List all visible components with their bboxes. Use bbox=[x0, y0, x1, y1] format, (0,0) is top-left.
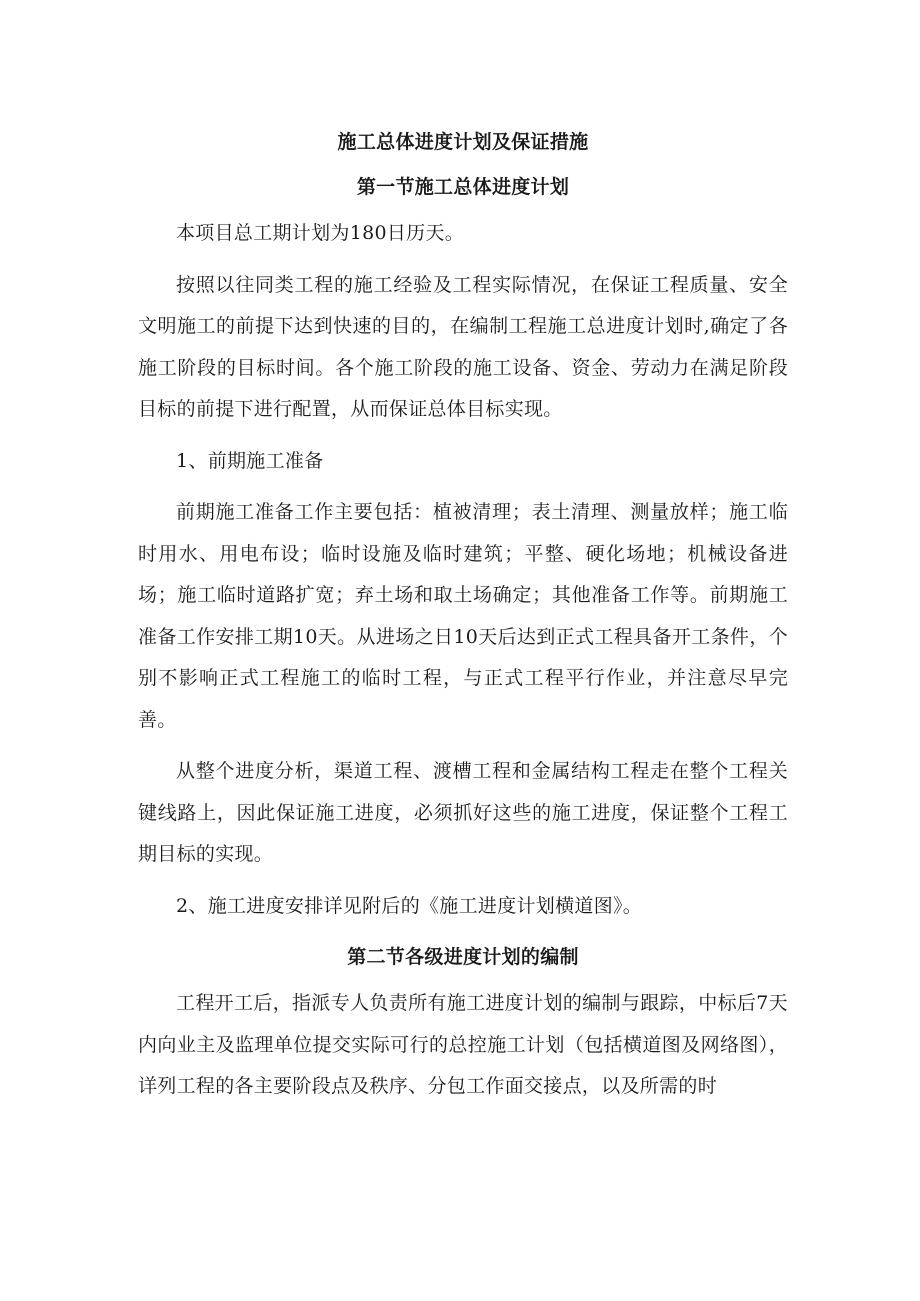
list-item-heading: 2、施工进度安排详见附后的《施工进度计划横道图》。 bbox=[176, 894, 643, 917]
list-item-heading: 1、前期施工准备 bbox=[176, 449, 324, 472]
paragraph: 前期施工准备工作主要包括：植被清理；表土清理、测量放样；施工临时用水、用电布设；临时设施及临时建筑；平整、硬化场地；机械设备进场；施工临时道路扩宽；弃土场和取土场确定；其他准备工作等。前期施工准备工作安排工期10天。从进场之日10天后达到正式工程具备开工条件，个别不影响正式工程施工的临时工程，与正式工程平行作业，并注意尽早完善。 bbox=[138, 501, 788, 731]
paragraph: 从整个进度分析，渠道工程、渡槽工程和金属结构工程走在整个工程关键线路上，因此保证施工进度，必须抓好这些的施工进度，保证整个工程工期目标的实现。 bbox=[138, 760, 788, 865]
paragraph: 按照以往同类工程的施工经验及工程实际情况，在保证工程质量、安全文明施工的前提下达到快速的目的，在编制工程施工总进度计划时,确定了各施工阶段的目标时间。各个施工阶段的施工设备、资金、劳动力在满足阶段目标的前提下进行配置，从而保证总体目标实现。 bbox=[138, 273, 788, 420]
paragraph: 工程开工后，指派专人负责所有施工进度计划的编制与跟踪，中标后7天内向业主及监理单位提交实际可行的总控施工计划（包括横道图及网络图），详列工程的各主要阶段点及秩序、分包工作面交接点，以及所需的时 bbox=[138, 992, 788, 1097]
paragraph: 本项目总工期计划为180日历天。 bbox=[176, 222, 465, 244]
document-body bbox=[138, 122, 788, 1118]
section-heading: 第二节各级进度计划的编制 bbox=[347, 946, 579, 968]
section-heading: 第一节施工总体进度计划 bbox=[356, 176, 570, 198]
document-title: 施工总体进度计划及保证措施 bbox=[337, 131, 589, 153]
